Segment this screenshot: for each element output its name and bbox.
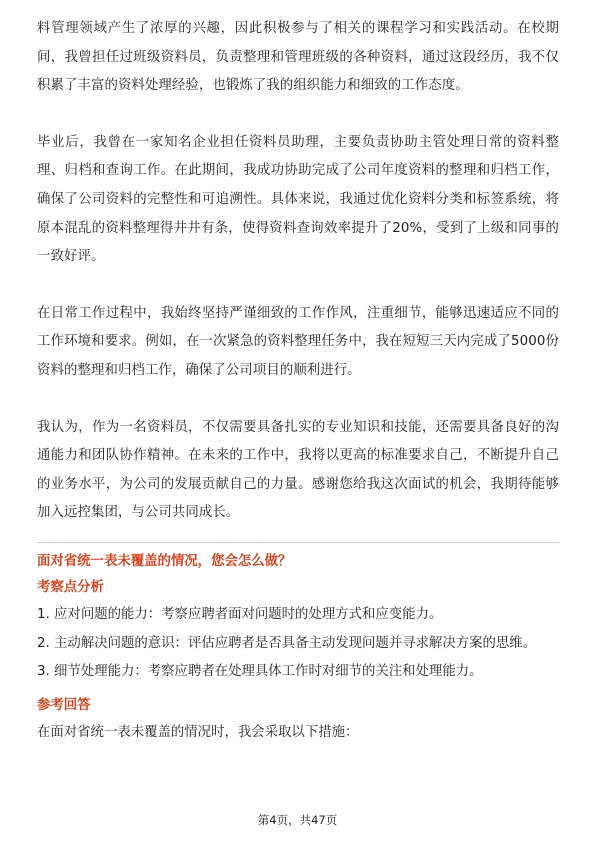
answer-heading: 参考回答 [37,697,91,713]
section-divider [37,542,559,543]
body-paragraph-3: 在日常工作过程中，我始终坚持严谨细致的工作作风，注重细节，能够迅速适应不同的工作环境和要求。例如，在一次紧急的资料整理任务中，我在短短三天内完成了5000份资料的整理和归档工作，确保了公司项目的顺利进行。 [37,305,559,378]
page-number: 第4页，共47页 [257,813,338,827]
answer-text: 在面对省统一表未覆盖的情况时，我会采取以下措施： [37,724,359,740]
paragraph-gap [37,101,559,129]
page-content [37,15,559,747]
paragraph-gap [37,272,559,300]
body-paragraph-2: 毕业后，我曾在一家知名企业担任资料员助理，主要负责协助主管处理日常的资料整理、归档和查询工作。在此期间，我成功协助完成了公司年度资料的整理和归档工作，确保了公司资料的完整性和可追溯性。具体来说，我通过优化资料分类和标签系统，将原本混乱的资料整理得井井有条，使得资料查询效率提升了20%，受到了上级和同事的一致好评。 [37,134,559,265]
analysis-heading: 考察点分析 [37,579,104,595]
interview-question: 面对省统一表未覆盖的情况，您会怎么做？ [37,553,292,569]
analysis-item-1: 1. 应对问题的能力：考察应聘者面对问题时的处理方式和应变能力。 [37,606,443,622]
paragraph-gap [37,386,559,414]
analysis-item-3: 3. 细节处理能力：考察应聘者在处理具体工作时对细节的关注和处理能力。 [37,664,483,680]
body-paragraph-4: 我认为，作为一名资料员，不仅需要具备扎实的专业知识和技能，还需要具备良好的沟通能力和团队协作精神。在未来的工作中，我将以更高的标准要求自己，不断提升自己的业务水平，为公司的发展贡献自己的力量。感谢您给我这次面试的机会，我期待能够加入远控集团，与公司共同成长。 [37,419,559,521]
body-paragraph-1: 料管理领域产生了浓厚的兴趣，因此积极参与了相关的课程学习和实践活动。在校期间，我曾担任过班级资料员，负责整理和管理班级的各种资料，通过这段经历，我不仅积累了丰富的资料处理经验，也锻炼了我的组织能力和细致的工作态度。 [37,21,559,94]
analysis-item-2: 2. 主动解决问题的意识：评估应聘者是否具备主动发现问题并寻求解决方案的思维。 [37,635,537,651]
